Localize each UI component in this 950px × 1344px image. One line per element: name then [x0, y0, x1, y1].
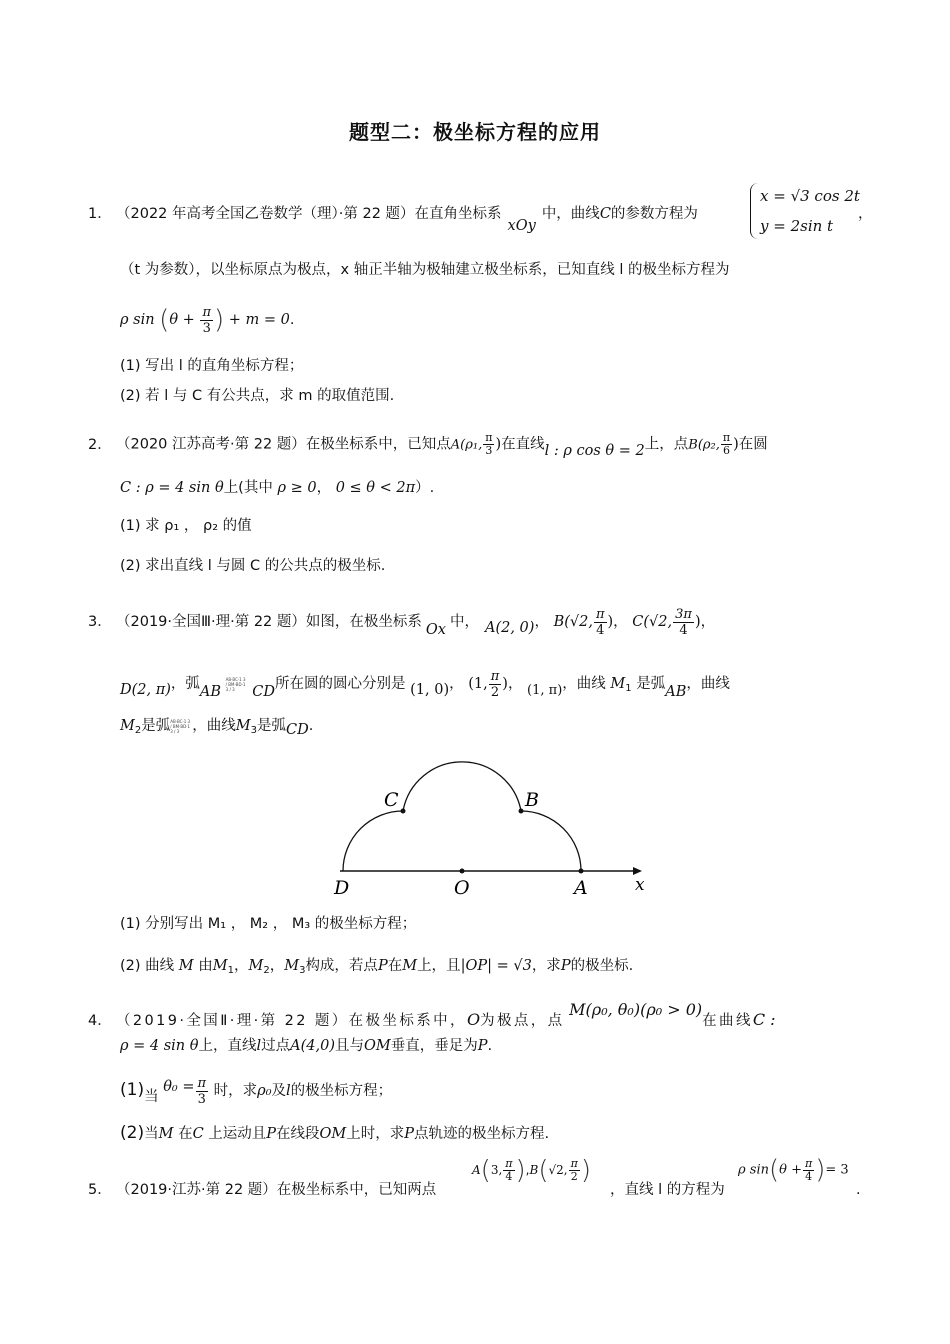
question-2-sub-1: (1) 求 ρ₁ ， ρ₂ 的值 [120, 518, 252, 534]
question-3-sub-1: (1) 分别写出 M₁ ， M₂ ， M₃ 的极坐标方程； [120, 916, 417, 932]
question-4-sub-2: (2)当M 在C 上运动且P在线段OM上时，求P点轨迹的极坐标方程. [120, 1123, 550, 1143]
label-x: x [635, 875, 645, 895]
param-brace [750, 183, 759, 239]
question-5-points: A(3, $\frac{\pi}{4}$ ),B(√2, $\frac{\pi}{2}$ ) [472, 1155, 591, 1186]
label-A: A [574, 877, 588, 899]
question-3-line-3: $M_2$是弧AB·BC·1 3 / BM·BD·1 3 / 3 ，曲线$M_3$是弧CD. [120, 718, 314, 738]
point-O [460, 869, 465, 874]
point-A [579, 869, 584, 874]
arc-CD-curve [343, 811, 403, 871]
garbled-arc-label: AB·BC·1 3 / BM·BD·1 3 / 3 [225, 676, 246, 692]
question-2-line-2: C : ρ = 4 sin θ上(其中 ρ ≥ 0， 0 ≤ θ < 2π）. [120, 480, 435, 496]
arc-BC-curve [403, 762, 521, 811]
label-C: C [384, 789, 399, 811]
question-1-sub-2: (2) 若 l 与 C 有公共点，求 m 的取值范围. [120, 388, 395, 404]
question-1-polar-eq: ρ sin (θ + $\frac{\pi}{3}$ ) + m = 0. [120, 304, 295, 336]
question-4-sub-1: (1)当 θ₀ = $\frac{\pi}{3}$ 时，求ρ₀及l的极坐标方程； [120, 1075, 393, 1107]
question-5-line-1: 5． （2019·江苏·第 22 题）在极坐标系中，已知两点 [88, 1182, 437, 1198]
label-B: B [525, 789, 539, 811]
question-1-line-2: （t 为参数），以坐标原点为极点，x 轴正半轴为极轴建立极坐标系，已知直线 l 的极坐标方程为 [120, 262, 730, 278]
question-3-line-1: 3． （2019·全国Ⅲ·理·第 22 题）如图，在极坐标系 Ox 中， A(2, 0)， B(√2, $\frac{\pi}{4}$ )， C(√2, $\frac{3\pi}{4}$ )， [88, 606, 716, 638]
question-1-line-1: 1． （2022 年高考全国乙卷数学（理）·第 22 题）在直角坐标系xOy中，曲线C的参数方程为 [88, 206, 698, 234]
question-4-line-2: ρ = 4 sin θ上，直线l过点A(4,0)且与OM垂直，垂足为P. [120, 1038, 493, 1054]
arc-AB: AB [199, 684, 222, 700]
question-3-line-2: D(2, π)，弧AB AB·BC·1 3 / BM·BD·1 3 / 3 CD所在圆的圆心分别是 (1, 0)， (1, $\frac{\pi}{2}$ )， (1, π)，曲线 $M_1$ 是弧AB，曲线 [120, 668, 730, 700]
question-2-sub-2: (2) 求出直线 l 与圆 C 的公共点的极坐标. [120, 558, 386, 574]
label-D: D [334, 877, 350, 899]
label-O: O [454, 877, 470, 899]
point-B [519, 809, 524, 814]
point-C [401, 809, 406, 814]
fraction-pi-over-3: $\frac{\pi}{3}$ [202, 304, 211, 336]
page-title: 题型二：极坐标方程的应用 [349, 120, 601, 144]
polar-figure [330, 740, 660, 900]
question-2-line-1: 2． （2020 江苏高考·第 22 题）在极坐标系中，已知点A(ρ₁, $\frac{\pi}{3}$ )在直线l : ρ cos θ = 2上，点B(ρ₂, $\frac{\pi}{6}$ )在圆 [88, 431, 768, 459]
arc-CD: CD [252, 684, 276, 700]
question-5-line-eq: ρ sin(θ + $\frac{\pi}{4}$ )= 3 [738, 1155, 849, 1185]
arc-AB-curve [521, 811, 581, 871]
question-1-sub-1: (1) 写出 l 的直角坐标方程； [120, 358, 304, 374]
question-3-sub-2: (2) 曲线 M 由$M_1$，$M_2$，$M_3$构成，若点P在M上，且|OP| = √3，求P的极坐标. [120, 958, 634, 976]
x-axis-arrow-icon [633, 867, 642, 875]
param-eq-x: x = √3 cos 2t [760, 187, 860, 205]
question-number: 1． [88, 206, 112, 222]
document-page: 题型二：极坐标方程的应用 1． （2022 年高考全国乙卷数学（理）·第 22 题）在直角坐标系xOy中，曲线C的参数方程为 x = √3 cos 2t y = 2sin t ， （t 为参数），以坐标原点为极点，x 轴正半轴为极轴建立极坐标系，已知直线 l 的极坐标方程为 ρ sin (θ + $\frac{\pi}{3}$ ) + m = 0. (1) 写出 l 的直角坐标方程； (2) 若 l 与 C 有公共点，求 m 的取值范围. 2． （2020 江苏高考·第 22 题）在极坐标系中，已知点A(ρ₁, $\frac{\pi}{3}$ )在直线l : ρ cos θ = 2上，点B(ρ₂, $\frac{\pi}{6}$ )在圆 C : ρ = 4 sin θ上(其中 ρ ≥ 0， 0 ≤ θ < 2π）. (1) 求 ρ₁ ， ρ₂ 的值 (2) 求出直线 l 与圆 C 的公共点的极坐标. 3． （2019·全国Ⅲ·理·第 22 题）如图，在极坐标系 Ox 中， A(2, 0)， B(√2, $\frac{\pi}{4}$ )， C(√2, $\frac{3\pi}{4}$ )， D(2, π)，弧AB AB·BC·1 3 / BM·BD·1 3 / 3 CD所在圆的圆心分别是 (1, 0)， (1, $\frac{\pi}{2}$ )， (1, π)，曲线 $M_1$ 是弧AB，曲线 $M_2$是弧AB·BC·1 3 / BM·BD·1 3 / 3 ，曲线$M_3$是弧CD. C B D O A x (1) 分别写出 M₁ ， M₂ ， M₃ 的极坐标方程； (2) 曲线 M 由$M_1$，$M_2$，$M_3$构成，若点P在M上，且|OP| = √3，求P的极坐标. 4． （2019·全国Ⅱ·理·第 22 题）在极坐标系中，O为极点，点 M(ρ₀, θ₀)(ρ₀ > 0)在曲线C : ρ = 4 sin θ上，直线l过点A(4,0)且与OM垂直，垂足为P. (1)当 θ₀ = $\frac{\pi}{3}$ 时，求ρ₀及l的极坐标方程； (2)当M 在C 上运动且P在线段OM上时，求P点轨迹的极坐标方程. 5． （2019·江苏·第 22 题）在极坐标系中，已知两点 A(3, $\frac{\pi}{4}$ ),B(√2, $\frac{\pi}{2}$ ) ，直线 l 的方程为 ρ sin(θ + $\frac{\pi}{4}$ )= 3 . [0, 0, 950, 1344]
question-4-line-1: 4． （2019·全国Ⅱ·理·第 22 题）在极坐标系中，O为极点，点 M(ρ₀, θ₀)(ρ₀ > 0)在曲线C : [88, 1000, 776, 1029]
param-eq-y: y = 2sin t [760, 217, 834, 235]
question-5-line-mid: ，直线 l 的方程为 [610, 1182, 725, 1198]
